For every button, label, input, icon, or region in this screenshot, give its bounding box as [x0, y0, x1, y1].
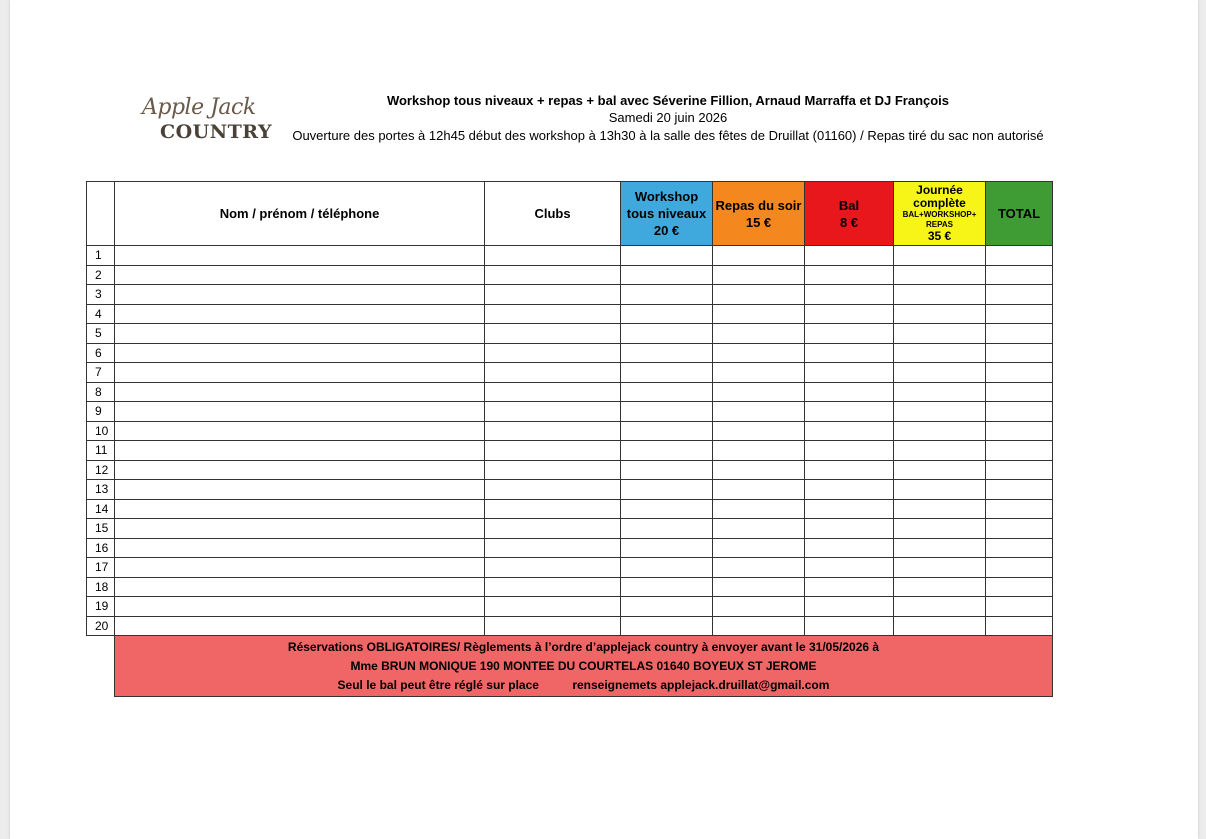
table-row	[87, 324, 1053, 344]
row-number: 4	[87, 304, 115, 324]
total-cell[interactable]	[986, 304, 1053, 324]
table-row	[87, 460, 1053, 480]
row-number: 13	[87, 480, 115, 500]
bal-cell[interactable]	[805, 558, 894, 578]
workshop-cell[interactable]	[621, 304, 713, 324]
workshop-cell[interactable]	[621, 363, 713, 383]
repas-cell[interactable]	[713, 558, 805, 578]
row-number: 1	[87, 246, 115, 266]
journee-cell[interactable]	[894, 285, 986, 305]
table-row	[87, 577, 1053, 597]
row-number-header	[87, 182, 115, 246]
workshop-cell[interactable]	[621, 519, 713, 539]
name-cell[interactable]	[115, 285, 485, 305]
journee-sublabel: complète	[913, 196, 966, 210]
bal-cell[interactable]	[805, 343, 894, 363]
bal-cell[interactable]	[805, 246, 894, 266]
workshop-cell[interactable]	[621, 441, 713, 461]
table-row	[87, 265, 1053, 285]
bal-cell[interactable]	[805, 616, 894, 636]
table-header-row	[87, 182, 1053, 246]
total-cell[interactable]	[986, 558, 1053, 578]
journee-cell[interactable]	[894, 538, 986, 558]
workshop-price: 20 €	[653, 223, 680, 238]
workshop-cell[interactable]	[621, 324, 713, 344]
logo-country-text: COUNTRY	[160, 121, 273, 143]
total-cell[interactable]	[986, 499, 1053, 519]
total-cell[interactable]	[986, 246, 1053, 266]
repas-cell[interactable]	[713, 480, 805, 500]
notice-line-2: Mme BRUN MONIQUE 190 MONTEE DU COURTELAS 01640 BOYEUX ST JEROME	[350, 658, 817, 673]
table-row	[87, 538, 1053, 558]
workshop-cell[interactable]	[621, 343, 713, 363]
table-row	[87, 402, 1053, 422]
repas-cell[interactable]	[713, 597, 805, 617]
clubs-cell[interactable]	[485, 616, 621, 636]
row-number: 11	[87, 441, 115, 461]
clubs-cell[interactable]	[485, 597, 621, 617]
workshop-cell[interactable]	[621, 577, 713, 597]
row-number: 5	[87, 324, 115, 344]
repas-cell[interactable]	[713, 441, 805, 461]
repas-cell[interactable]	[713, 519, 805, 539]
name-cell[interactable]	[115, 402, 485, 422]
name-cell[interactable]	[115, 597, 485, 617]
total-cell[interactable]	[986, 441, 1053, 461]
total-cell[interactable]	[986, 421, 1053, 441]
repas-label: Repas du soir	[715, 197, 802, 213]
row-number: 14	[87, 499, 115, 519]
event-info: Ouverture des portes à 12h45 début des workshop à 13h30 à la salle des fêtes de Druillat (01160) / Repas tiré du sac non autorisé	[292, 128, 1044, 143]
clubs-cell[interactable]	[485, 441, 621, 461]
bal-cell[interactable]	[805, 402, 894, 422]
bal-cell[interactable]	[805, 597, 894, 617]
clubs-cell[interactable]	[485, 421, 621, 441]
total-cell[interactable]	[986, 538, 1053, 558]
clubs-cell[interactable]	[485, 402, 621, 422]
repas-cell[interactable]	[713, 382, 805, 402]
journee-cell[interactable]	[894, 616, 986, 636]
repas-cell[interactable]	[713, 616, 805, 636]
bal-cell[interactable]	[805, 265, 894, 285]
bal-cell[interactable]	[805, 460, 894, 480]
clubs-cell[interactable]	[485, 480, 621, 500]
journee-cell[interactable]	[894, 558, 986, 578]
row-number: 2	[87, 265, 115, 285]
journee-cell[interactable]	[894, 499, 986, 519]
table-row	[87, 343, 1053, 363]
total-cell[interactable]	[986, 285, 1053, 305]
workshop-cell[interactable]	[621, 421, 713, 441]
repas-cell[interactable]	[713, 538, 805, 558]
bal-cell[interactable]	[805, 441, 894, 461]
bal-price: 8 €	[839, 214, 859, 230]
document-page	[10, 0, 1198, 839]
bal-cell[interactable]	[805, 480, 894, 500]
name-cell[interactable]	[115, 246, 485, 266]
row-number: 8	[87, 382, 115, 402]
reservation-notice	[115, 636, 1053, 697]
journee-cell[interactable]	[894, 480, 986, 500]
registration-table	[86, 181, 1053, 697]
clubs-cell[interactable]	[485, 246, 621, 266]
total-column-header: TOTAL	[986, 182, 1053, 246]
clubs-cell[interactable]	[485, 577, 621, 597]
name-cell[interactable]	[115, 421, 485, 441]
footer-row	[87, 636, 1053, 697]
row-number: 10	[87, 421, 115, 441]
workshop-cell[interactable]	[621, 616, 713, 636]
clubs-cell[interactable]	[485, 265, 621, 285]
bal-cell[interactable]	[805, 538, 894, 558]
footer-spacer	[87, 636, 115, 697]
table-row	[87, 597, 1053, 617]
repas-cell[interactable]	[713, 577, 805, 597]
clubs-cell[interactable]	[485, 363, 621, 383]
table-row	[87, 363, 1053, 383]
workshop-cell[interactable]	[621, 285, 713, 305]
table-row	[87, 246, 1053, 266]
clubs-cell[interactable]	[485, 519, 621, 539]
journee-cell[interactable]	[894, 460, 986, 480]
workshop-cell[interactable]	[621, 382, 713, 402]
bal-cell[interactable]	[805, 324, 894, 344]
total-cell[interactable]	[986, 402, 1053, 422]
journee-cell[interactable]	[894, 363, 986, 383]
journee-detail-2: REPAS	[926, 220, 953, 229]
repas-cell[interactable]	[713, 499, 805, 519]
total-cell[interactable]	[986, 480, 1053, 500]
table-row	[87, 304, 1053, 324]
workshop-cell[interactable]	[621, 460, 713, 480]
total-cell[interactable]	[986, 597, 1053, 617]
workshop-cell[interactable]	[621, 538, 713, 558]
workshop-cell[interactable]	[621, 480, 713, 500]
row-number: 19	[87, 597, 115, 617]
table-row	[87, 382, 1053, 402]
journee-label: Journée	[916, 183, 963, 197]
journee-cell[interactable]	[894, 577, 986, 597]
total-cell[interactable]	[986, 343, 1053, 363]
repas-cell[interactable]	[713, 246, 805, 266]
journee-column-header	[894, 182, 986, 246]
row-number: 6	[87, 343, 115, 363]
journee-cell[interactable]	[894, 402, 986, 422]
total-cell[interactable]	[986, 265, 1053, 285]
event-title: Workshop tous niveaux + repas + bal avec Séverine Fillion, Arnaud Marraffa et DJ François	[386, 93, 950, 108]
repas-cell[interactable]	[713, 421, 805, 441]
name-cell[interactable]	[115, 577, 485, 597]
name-cell[interactable]	[115, 460, 485, 480]
workshop-sublabel: tous niveaux	[626, 206, 707, 221]
total-cell[interactable]	[986, 324, 1053, 344]
name-cell[interactable]	[115, 558, 485, 578]
repas-cell[interactable]	[713, 402, 805, 422]
repas-cell[interactable]	[713, 265, 805, 285]
clubs-column-header: Clubs	[485, 182, 621, 246]
row-number: 16	[87, 538, 115, 558]
name-cell[interactable]	[115, 499, 485, 519]
workshop-cell[interactable]	[621, 402, 713, 422]
row-number: 9	[87, 402, 115, 422]
row-number: 20	[87, 616, 115, 636]
row-number: 17	[87, 558, 115, 578]
bal-cell[interactable]	[805, 363, 894, 383]
bal-cell[interactable]	[805, 577, 894, 597]
notice-contact-email[interactable]: renseignemets applejack.druillat@gmail.com	[572, 677, 830, 692]
bal-cell[interactable]	[805, 285, 894, 305]
event-date: Samedi 20 juin 2026	[608, 110, 728, 125]
name-cell[interactable]	[115, 324, 485, 344]
total-cell[interactable]	[986, 519, 1053, 539]
journee-cell[interactable]	[894, 441, 986, 461]
row-number: 15	[87, 519, 115, 539]
journee-cell[interactable]	[894, 597, 986, 617]
workshop-column-header	[621, 182, 713, 246]
journee-price: 35 €	[927, 229, 952, 243]
clubs-cell[interactable]	[485, 343, 621, 363]
table-row	[87, 441, 1053, 461]
workshop-cell[interactable]	[621, 499, 713, 519]
table-row	[87, 519, 1053, 539]
name-cell[interactable]	[115, 265, 485, 285]
repas-cell[interactable]	[713, 460, 805, 480]
name-cell[interactable]	[115, 304, 485, 324]
total-cell[interactable]	[986, 616, 1053, 636]
bal-cell[interactable]	[805, 382, 894, 402]
table-row	[87, 285, 1053, 305]
name-cell[interactable]	[115, 519, 485, 539]
journee-cell[interactable]	[894, 343, 986, 363]
clubs-cell[interactable]	[485, 558, 621, 578]
total-cell[interactable]	[986, 363, 1053, 383]
table-row	[87, 499, 1053, 519]
workshop-cell[interactable]	[621, 246, 713, 266]
journee-cell[interactable]	[894, 304, 986, 324]
clubs-cell[interactable]	[485, 382, 621, 402]
table-row	[87, 421, 1053, 441]
clubs-cell[interactable]	[485, 285, 621, 305]
journee-cell[interactable]	[894, 265, 986, 285]
logo-script-text: Apple Jack	[142, 95, 256, 120]
table-row	[87, 558, 1053, 578]
workshop-cell[interactable]	[621, 265, 713, 285]
journee-cell[interactable]	[894, 519, 986, 539]
repas-cell[interactable]	[713, 363, 805, 383]
repas-column-header	[713, 182, 805, 246]
journee-cell[interactable]	[894, 421, 986, 441]
journee-cell[interactable]	[894, 382, 986, 402]
workshop-label: Workshop	[634, 189, 699, 204]
total-cell[interactable]	[986, 577, 1053, 597]
clubs-cell[interactable]	[485, 304, 621, 324]
bal-label: Bal	[838, 197, 860, 213]
journee-cell[interactable]	[894, 246, 986, 266]
notice-line-3	[115, 676, 1052, 695]
name-cell[interactable]	[115, 343, 485, 363]
name-cell[interactable]	[115, 363, 485, 383]
name-cell[interactable]	[115, 441, 485, 461]
bal-cell[interactable]	[805, 519, 894, 539]
name-cell[interactable]	[115, 538, 485, 558]
applejack-country-logo	[142, 95, 273, 150]
repas-price: 15 €	[745, 214, 772, 230]
row-number: 7	[87, 363, 115, 383]
repas-cell[interactable]	[713, 324, 805, 344]
repas-cell[interactable]	[713, 343, 805, 363]
repas-cell[interactable]	[713, 285, 805, 305]
name-cell[interactable]	[115, 382, 485, 402]
row-number: 12	[87, 460, 115, 480]
bal-cell[interactable]	[805, 499, 894, 519]
table-row	[87, 616, 1053, 636]
bal-column-header	[805, 182, 894, 246]
repas-cell[interactable]	[713, 304, 805, 324]
row-number: 3	[87, 285, 115, 305]
name-cell[interactable]	[115, 616, 485, 636]
workshop-cell[interactable]	[621, 558, 713, 578]
notice-line-1: Réservations OBLIGATOIRES/ Règlements à l’ordre d’applejack country à envoyer avant le 31/05/2026 à	[287, 639, 880, 654]
bal-cell[interactable]	[805, 421, 894, 441]
clubs-cell[interactable]	[485, 499, 621, 519]
name-cell[interactable]	[115, 480, 485, 500]
workshop-cell[interactable]	[621, 597, 713, 617]
clubs-cell[interactable]	[485, 460, 621, 480]
total-cell[interactable]	[986, 460, 1053, 480]
journee-cell[interactable]	[894, 324, 986, 344]
bal-cell[interactable]	[805, 304, 894, 324]
table-row	[87, 480, 1053, 500]
row-number: 18	[87, 577, 115, 597]
notice-onsite-payment: Seul le bal peut être réglé sur place	[337, 677, 539, 692]
clubs-cell[interactable]	[485, 538, 621, 558]
name-column-header: Nom / prénom / téléphone	[115, 182, 485, 246]
total-cell[interactable]	[986, 382, 1053, 402]
journee-detail-1: BAL+WORKSHOP+	[902, 210, 977, 219]
clubs-cell[interactable]	[485, 324, 621, 344]
